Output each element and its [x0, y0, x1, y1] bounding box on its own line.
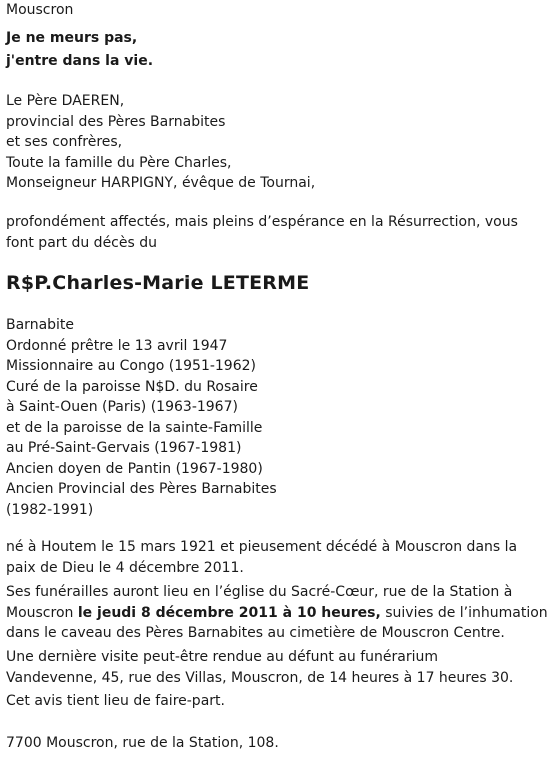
family-line: Toute la famille du Père Charles,	[6, 154, 232, 171]
career-line: Missionnaire au Congo (1951-1962)	[6, 358, 256, 374]
city-label: Mouscron	[6, 2, 74, 18]
visit-block	[6, 647, 514, 688]
quote-line-1: Je ne meurs pas,	[6, 29, 138, 46]
career-line: (1982-1991)	[6, 501, 94, 518]
family-line: Le Père DAEREN,	[6, 93, 125, 109]
header-block	[6, 0, 492, 72]
address-block	[6, 733, 492, 754]
quote-line-2: j'entre dans la vie.	[6, 53, 154, 69]
announcement-line-2: font part du décès du	[6, 234, 157, 251]
deceased-name-block	[6, 270, 492, 296]
funeral-text: Mouscron	[6, 604, 78, 621]
announcement-line-1: profondément affectés, mais pleins d’espérance en la Résurrection, vous	[6, 214, 518, 230]
visit-line-1: Une dernière visite peut-être rendue au défunt au funérarium	[6, 649, 438, 665]
family-line: et ses confrères,	[6, 134, 123, 150]
announcement-block	[6, 212, 518, 253]
funeral-line-2	[6, 603, 548, 624]
family-line: provincial des Pères Barnabites	[6, 113, 226, 130]
visit-line-2: Vandevenne, 45, rue des Villas, Mouscron, de 14 heures à 17 heures 30.	[6, 669, 514, 686]
family-line: Monseigneur HARPIGNY, évêque de Tournai,	[6, 175, 316, 191]
address-text: 7700 Mouscron, rue de la Station, 108.	[6, 735, 279, 751]
career-line: au Pré-Saint-Gervais (1967-1981)	[6, 440, 242, 456]
career-line: Ancien Provincial des Pères Barnabites	[6, 481, 277, 497]
career-line: Ordonné prêtre le 13 avril 1947	[6, 337, 228, 354]
career-line: Ancien doyen de Pantin (1967-1980)	[6, 460, 263, 477]
birth-death-line-2: paix de Dieu le 4 décembre 2011.	[6, 559, 244, 576]
birth-death-block	[6, 537, 518, 578]
family-block	[6, 91, 492, 194]
funeral-text: suivies de l’inhumation	[380, 604, 548, 621]
funeral-line-3: dans le caveau des Pères Barnabites au cimetière de Mouscron Centre.	[6, 625, 505, 641]
notice-text: Cet avis tient lieu de faire-part.	[6, 693, 225, 709]
birth-death-line-1: né à Houtem le 15 mars 1921 et pieusement décédé à Mouscron dans la	[6, 539, 518, 555]
career-line: et de la paroisse de la sainte-Famille	[6, 419, 263, 436]
deceased-name: R$P.Charles-Marie LETERME	[6, 272, 310, 294]
career-line: Barnabite	[6, 317, 75, 333]
career-line: à Saint-Ouen (Paris) (1963-1967)	[6, 399, 238, 415]
funeral-block	[6, 582, 548, 644]
career-line: Curé de la paroisse N$D. du Rosaire	[6, 378, 258, 395]
funeral-date: le jeudi 8 décembre 2011 à 10 heures,	[77, 604, 381, 621]
career-block	[6, 315, 492, 520]
notice-block	[6, 691, 492, 712]
funeral-line-1: Ses funérailles auront lieu en l’église du Sacré-Cœur, rue de la Station à	[6, 584, 513, 600]
